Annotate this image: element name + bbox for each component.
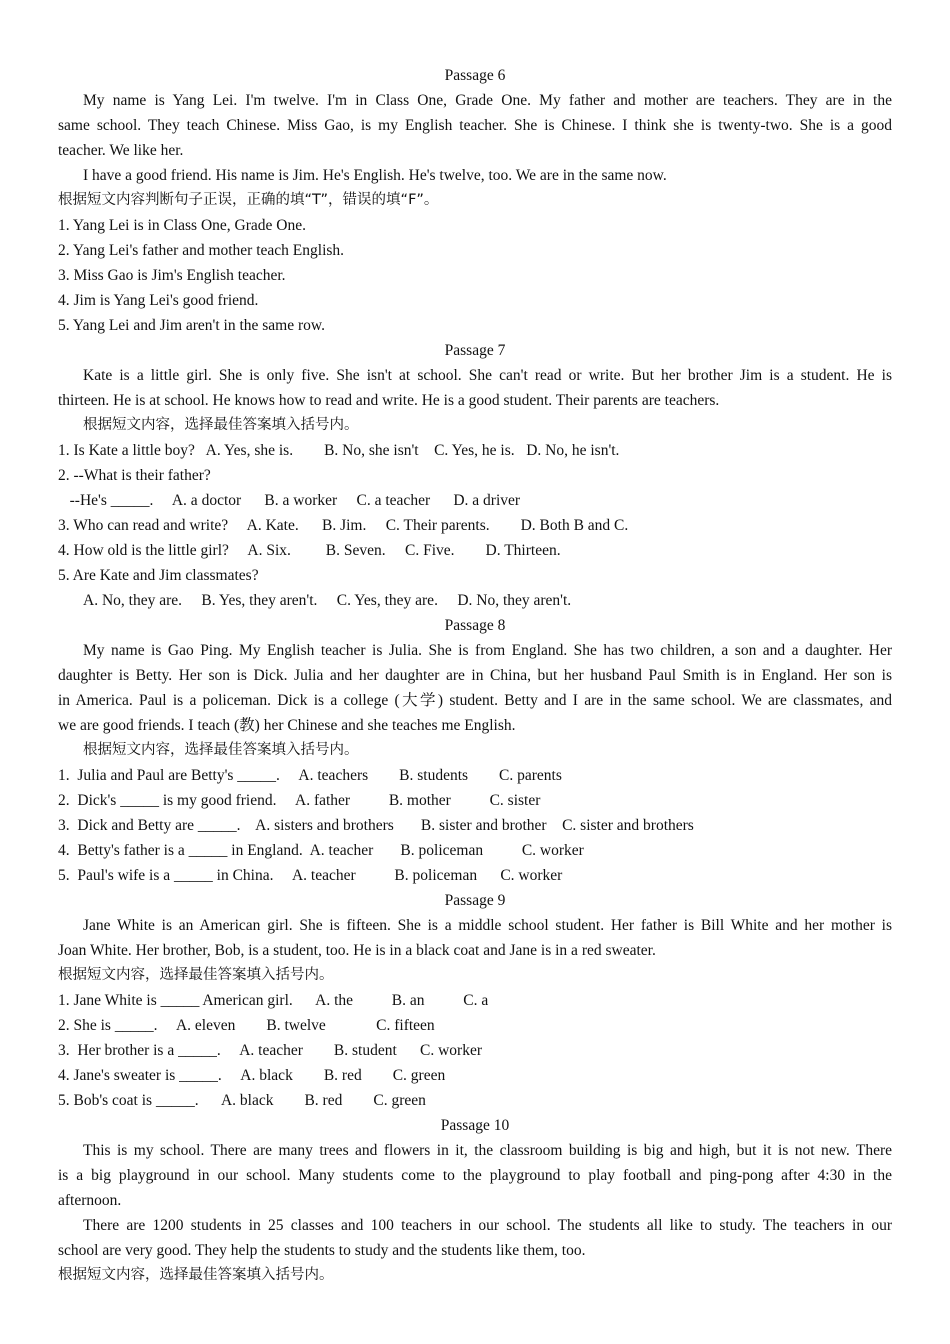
text-line: same school. They teach Chinese. Miss Gao, is my English teacher. She is Chinese. I think she is twenty-two. She is a good	[58, 117, 892, 134]
worksheet-body	[58, 63, 892, 1288]
text-line: is a big playground in our school. Many students come to the playground to play football and ping-pong after 4:30 in the	[58, 1167, 892, 1184]
text-line: Kate is a little girl. She is only five. She isn't at school. She can't read or write. But her brother Jim is a student. He is	[83, 367, 892, 384]
passage-section	[58, 63, 892, 338]
passage-section	[58, 888, 892, 1113]
text-line: My name is Gao Ping. My English teacher is Julia. She is from England. She has two children, a son and a daughter. Her	[83, 642, 892, 659]
text-line: teacher. We like her.	[58, 142, 184, 159]
instruction-line: 根据短文内容，选择最佳答案填入括号内。	[58, 967, 334, 983]
text-line: 1. Jane White is _____ American girl. A. the B. an C. a	[58, 992, 489, 1009]
text-line: in America. Paul is a policeman. Dick is a college (大学) student. Betty and I are in the same school. We are classmates, and	[58, 692, 892, 709]
text-line: This is my school. There are many trees and flowers in it, the classroom building is big and high, but it is not new. There	[83, 1142, 892, 1159]
text-line: daughter is Betty. Her son is Dick. Julia and her daughter are in China, but her husband Paul Smith is in England. Her son is	[58, 667, 892, 684]
text-line: 1. Yang Lei is in Class One, Grade One.	[58, 217, 306, 234]
text-line: afternoon.	[58, 1192, 122, 1209]
text-line: 3. Who can read and write? A. Kate. B. Jim. C. Their parents. D. Both B and C.	[58, 517, 629, 534]
text-line: 3. Her brother is a _____. A. teacher B. student C. worker	[58, 1042, 483, 1059]
instruction-line: 根据短文内容，选择最佳答案填入括号内。	[58, 1267, 334, 1283]
text-line: 5. Yang Lei and Jim aren't in the same row.	[58, 317, 325, 334]
text-line: Jane White is an American girl. She is fifteen. She is a middle school student. Her father is Bill White and her mother is	[83, 917, 892, 934]
text-line: school are very good. They help the students to study and the students like them, too.	[58, 1242, 586, 1259]
text-line: 2. She is _____. A. eleven B. twelve C. fifteen	[58, 1017, 435, 1034]
text-line: 4. Betty's father is a _____ in England. A. teacher B. policeman C. worker	[58, 842, 584, 859]
instruction-line: 根据短文内容判断句子正误，正确的填“T”，错误的填“F”。	[58, 192, 439, 208]
text-line: 5. Paul's wife is a _____ in China. A. teacher B. policeman C. worker	[58, 867, 563, 884]
text-line: 2. Yang Lei's father and mother teach English.	[58, 242, 345, 259]
text-line: 3. Dick and Betty are _____. A. sisters and brothers B. sister and brother C. sister and brothers	[58, 817, 694, 834]
text-line: we are good friends. I teach (教) her Chinese and she teaches me English.	[58, 717, 516, 734]
passage-title: Passage 8	[444, 617, 506, 634]
text-line: 1. Julia and Paul are Betty's _____. A. teachers B. students C. parents	[58, 767, 562, 784]
text-line: thirteen. He is at school. He knows how to read and write. He is a good student. Their parents are teachers.	[58, 392, 720, 409]
text-line: --He's _____. A. a doctor B. a worker C. a teacher D. a driver	[58, 492, 521, 509]
text-line: 2. --What is their father?	[58, 467, 211, 484]
instruction-line: 根据短文内容，选择最佳答案填入括号内。	[83, 417, 359, 433]
text-line: 4. Jim is Yang Lei's good friend.	[58, 292, 259, 309]
passage-title: Passage 7	[444, 342, 506, 359]
passage-title: Passage 9	[444, 892, 506, 909]
passage-section	[58, 613, 892, 888]
text-line: 4. How old is the little girl? A. Six. B. Seven. C. Five. D. Thirteen.	[58, 542, 561, 559]
text-line: I have a good friend. His name is Jim. He's English. He's twelve, too. We are in the same now.	[83, 167, 667, 184]
text-line: A. No, they are. B. Yes, they aren't. C. Yes, they are. D. No, they aren't.	[83, 592, 572, 609]
text-line: 5. Are Kate and Jim classmates?	[58, 567, 259, 584]
text-line: 1. Is Kate a little boy? A. Yes, she is. B. No, she isn't C. Yes, he is. D. No, he isn't.	[58, 442, 620, 459]
text-line: Joan White. Her brother, Bob, is a student, too. He is in a black coat and Jane is in a red sweater.	[58, 942, 656, 959]
text-line: There are 1200 students in 25 classes and 100 teachers in our school. The students all like to study. The teachers in our	[83, 1217, 892, 1234]
text-line: 4. Jane's sweater is _____. A. black B. red C. green	[58, 1067, 446, 1084]
text-line: 3. Miss Gao is Jim's English teacher.	[58, 267, 286, 284]
text-line: My name is Yang Lei. I'm twelve. I'm in Class One, Grade One. My father and mother are teachers. They are in the	[83, 92, 892, 109]
text-line: 2. Dick's _____ is my good friend. A. father B. mother C. sister	[58, 792, 541, 809]
passage-title: Passage 10	[440, 1117, 510, 1134]
passage-title: Passage 6	[444, 67, 506, 84]
text-line: 5. Bob's coat is _____. A. black B. red C. green	[58, 1092, 426, 1109]
passage-section	[58, 338, 892, 613]
passage-section	[58, 1113, 892, 1288]
instruction-line: 根据短文内容，选择最佳答案填入括号内。	[83, 742, 359, 758]
